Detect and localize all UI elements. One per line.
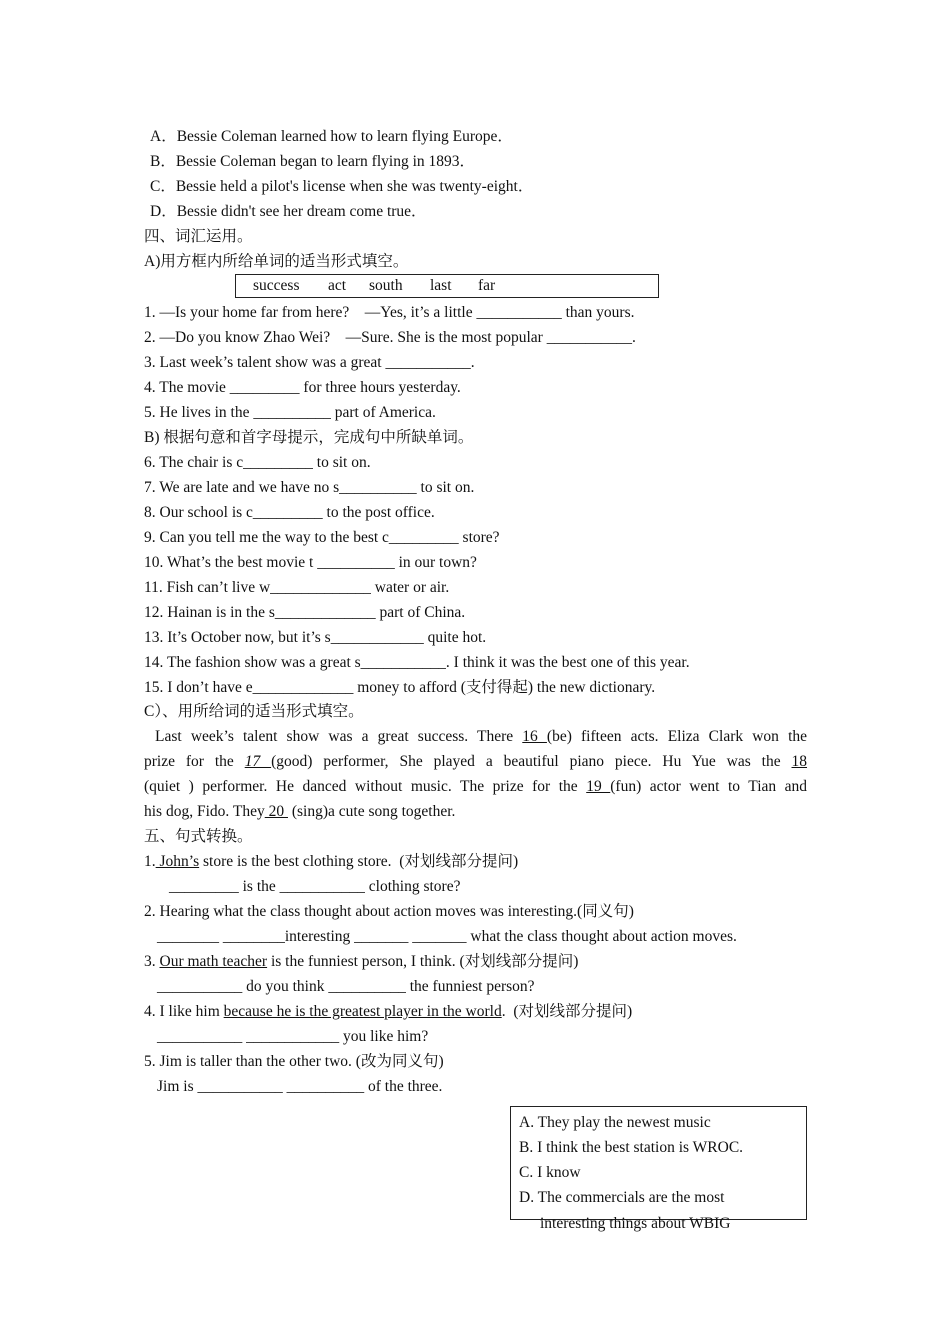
transform-answer-4: ___________ ____________ you like him? bbox=[157, 1028, 429, 1045]
transform-answer-1: _________ is the ___________ clothing store? bbox=[169, 878, 461, 895]
passage-text: (be) fifteen acts. Eliza Clark won the bbox=[546, 728, 808, 745]
underlined-part: Our math teacher bbox=[159, 953, 268, 970]
section4-heading: 四、词汇运用。 bbox=[144, 228, 253, 245]
partB-item-14: 14. The fashion show was a great s___________. I think it was the best one of this year. bbox=[144, 654, 690, 671]
item-text: store is the best clothing store. (对划线部分提问) bbox=[199, 853, 519, 870]
partB-item-11: 11. Fish can’t live w_____________ water or air. bbox=[144, 579, 450, 596]
dialog-option-d-cont: interesting things about WBIG bbox=[540, 1215, 731, 1232]
passage-text: prize for the bbox=[144, 753, 234, 770]
dialog-option-a: A. They play the newest music bbox=[519, 1114, 711, 1131]
passage-text: (sing)a cute song together. bbox=[291, 803, 456, 820]
section4-partB-instruction: B) 根据句意和首字母提示，完成句中所缺单词。 bbox=[144, 429, 474, 446]
transform-item-5: 5. Jim is taller than the other two. (改为同义句) bbox=[144, 1053, 444, 1070]
transform-answer-3: ___________ do you think __________ the funniest person? bbox=[157, 978, 535, 995]
item-number: 3. bbox=[144, 953, 160, 970]
blank-20: 20 bbox=[264, 803, 288, 820]
section4-partA-instruction: A)用方框内所给单词的适当形式填空。 bbox=[144, 253, 409, 270]
transform-item-2: 2. Hearing what the class thought about action moves was interesting.(同义句) bbox=[144, 903, 634, 920]
word-bank-word: south bbox=[369, 277, 403, 294]
item-number: 1. bbox=[144, 853, 156, 870]
passage-line-1 bbox=[144, 727, 807, 747]
transform-item-4 bbox=[144, 1002, 632, 1022]
partB-item-8: 8. Our school is c_________ to the post office. bbox=[144, 504, 435, 521]
underlined-part: John’s bbox=[155, 853, 200, 870]
dialog-option-c: C. I know bbox=[519, 1164, 581, 1181]
option-c: C．Bessie held a pilot's license when she was twenty-eight． bbox=[150, 178, 534, 195]
passage-line-2 bbox=[144, 752, 807, 772]
transform-answer-2: ________ ________interesting _______ _______ what the class thought about action moves. bbox=[157, 928, 737, 945]
option-d: D．Bessie didn't see her dream come true． bbox=[150, 203, 427, 220]
partB-item-9: 9. Can you tell me the way to the best c_________ store? bbox=[144, 529, 500, 546]
partA-item-4: 4. The movie _________ for three hours yesterday. bbox=[144, 379, 461, 396]
partA-item-3: 3. Last week’s talent show was a great ___________. bbox=[144, 354, 475, 371]
transform-item-3 bbox=[144, 952, 578, 972]
item-text: is the funniest person, I think. (对划线部分提问) bbox=[267, 953, 579, 970]
partA-item-1: 1. —Is your home far from here? —Yes, it’s a little ___________ than yours. bbox=[144, 304, 635, 321]
dialog-option-b: B. I think the best station is WROC. bbox=[519, 1139, 744, 1156]
item-text: 4. I like him bbox=[144, 1003, 224, 1020]
blank-17: 17 bbox=[244, 753, 272, 770]
dialog-option-d: D. The commercials are the most bbox=[519, 1189, 725, 1206]
section4-partC-instruction: C）、用所给词的适当形式填空。 bbox=[144, 703, 364, 720]
transform-item-1 bbox=[144, 852, 518, 872]
blank-16: 16 bbox=[522, 728, 547, 745]
passage-line-3 bbox=[144, 777, 807, 797]
word-bank-word: act bbox=[328, 277, 347, 294]
partB-item-6: 6. The chair is c_________ to sit on. bbox=[144, 454, 371, 471]
word-bank-word: last bbox=[430, 277, 452, 294]
word-bank-word: far bbox=[478, 277, 496, 294]
passage-text: Last week’s talent show was a great success. There bbox=[155, 728, 514, 745]
blank-18: 18 bbox=[791, 753, 808, 770]
word-bank-box bbox=[235, 274, 659, 298]
item-text: . (对划线部分提问) bbox=[501, 1003, 633, 1020]
partB-item-15: 15. I don’t have e_____________ money to afford (支付得起) the new dictionary. bbox=[144, 679, 656, 696]
section5-heading: 五、句式转换。 bbox=[144, 828, 253, 845]
partB-item-13: 13. It’s October now, but it’s s____________ quite hot. bbox=[144, 629, 487, 646]
partA-item-5: 5. He lives in the __________ part of America. bbox=[144, 404, 436, 421]
blank-19: 19 bbox=[586, 778, 611, 795]
option-a: A．Bessie Coleman learned how to learn flying Europe． bbox=[150, 128, 513, 145]
option-b: B．Bessie Coleman began to learn flying in 1893． bbox=[150, 153, 476, 170]
partB-item-10: 10. What’s the best movie t __________ in our town? bbox=[144, 554, 477, 571]
underlined-part: because he is the greatest player in the world bbox=[223, 1003, 502, 1020]
passage-text: (quiet ) performer. He danced without music. The prize for the bbox=[144, 778, 578, 795]
partB-item-7: 7. We are late and we have no s__________ to sit on. bbox=[144, 479, 475, 496]
partA-item-2: 2. —Do you know Zhao Wei? —Sure. She is the most popular ___________. bbox=[144, 329, 636, 346]
transform-answer-5: Jim is ___________ __________ of the three. bbox=[157, 1078, 443, 1095]
passage-line-4 bbox=[144, 802, 455, 822]
passage-text: (good) performer, She played a beautiful piano piece. Hu Yue was the bbox=[271, 753, 781, 770]
passage-text: his dog, Fido. They bbox=[144, 803, 265, 820]
partB-item-12: 12. Hainan is in the s_____________ part of China. bbox=[144, 604, 466, 621]
passage-text: (fun) actor went to Tian and bbox=[610, 778, 808, 795]
word-bank-word: success bbox=[253, 277, 300, 294]
